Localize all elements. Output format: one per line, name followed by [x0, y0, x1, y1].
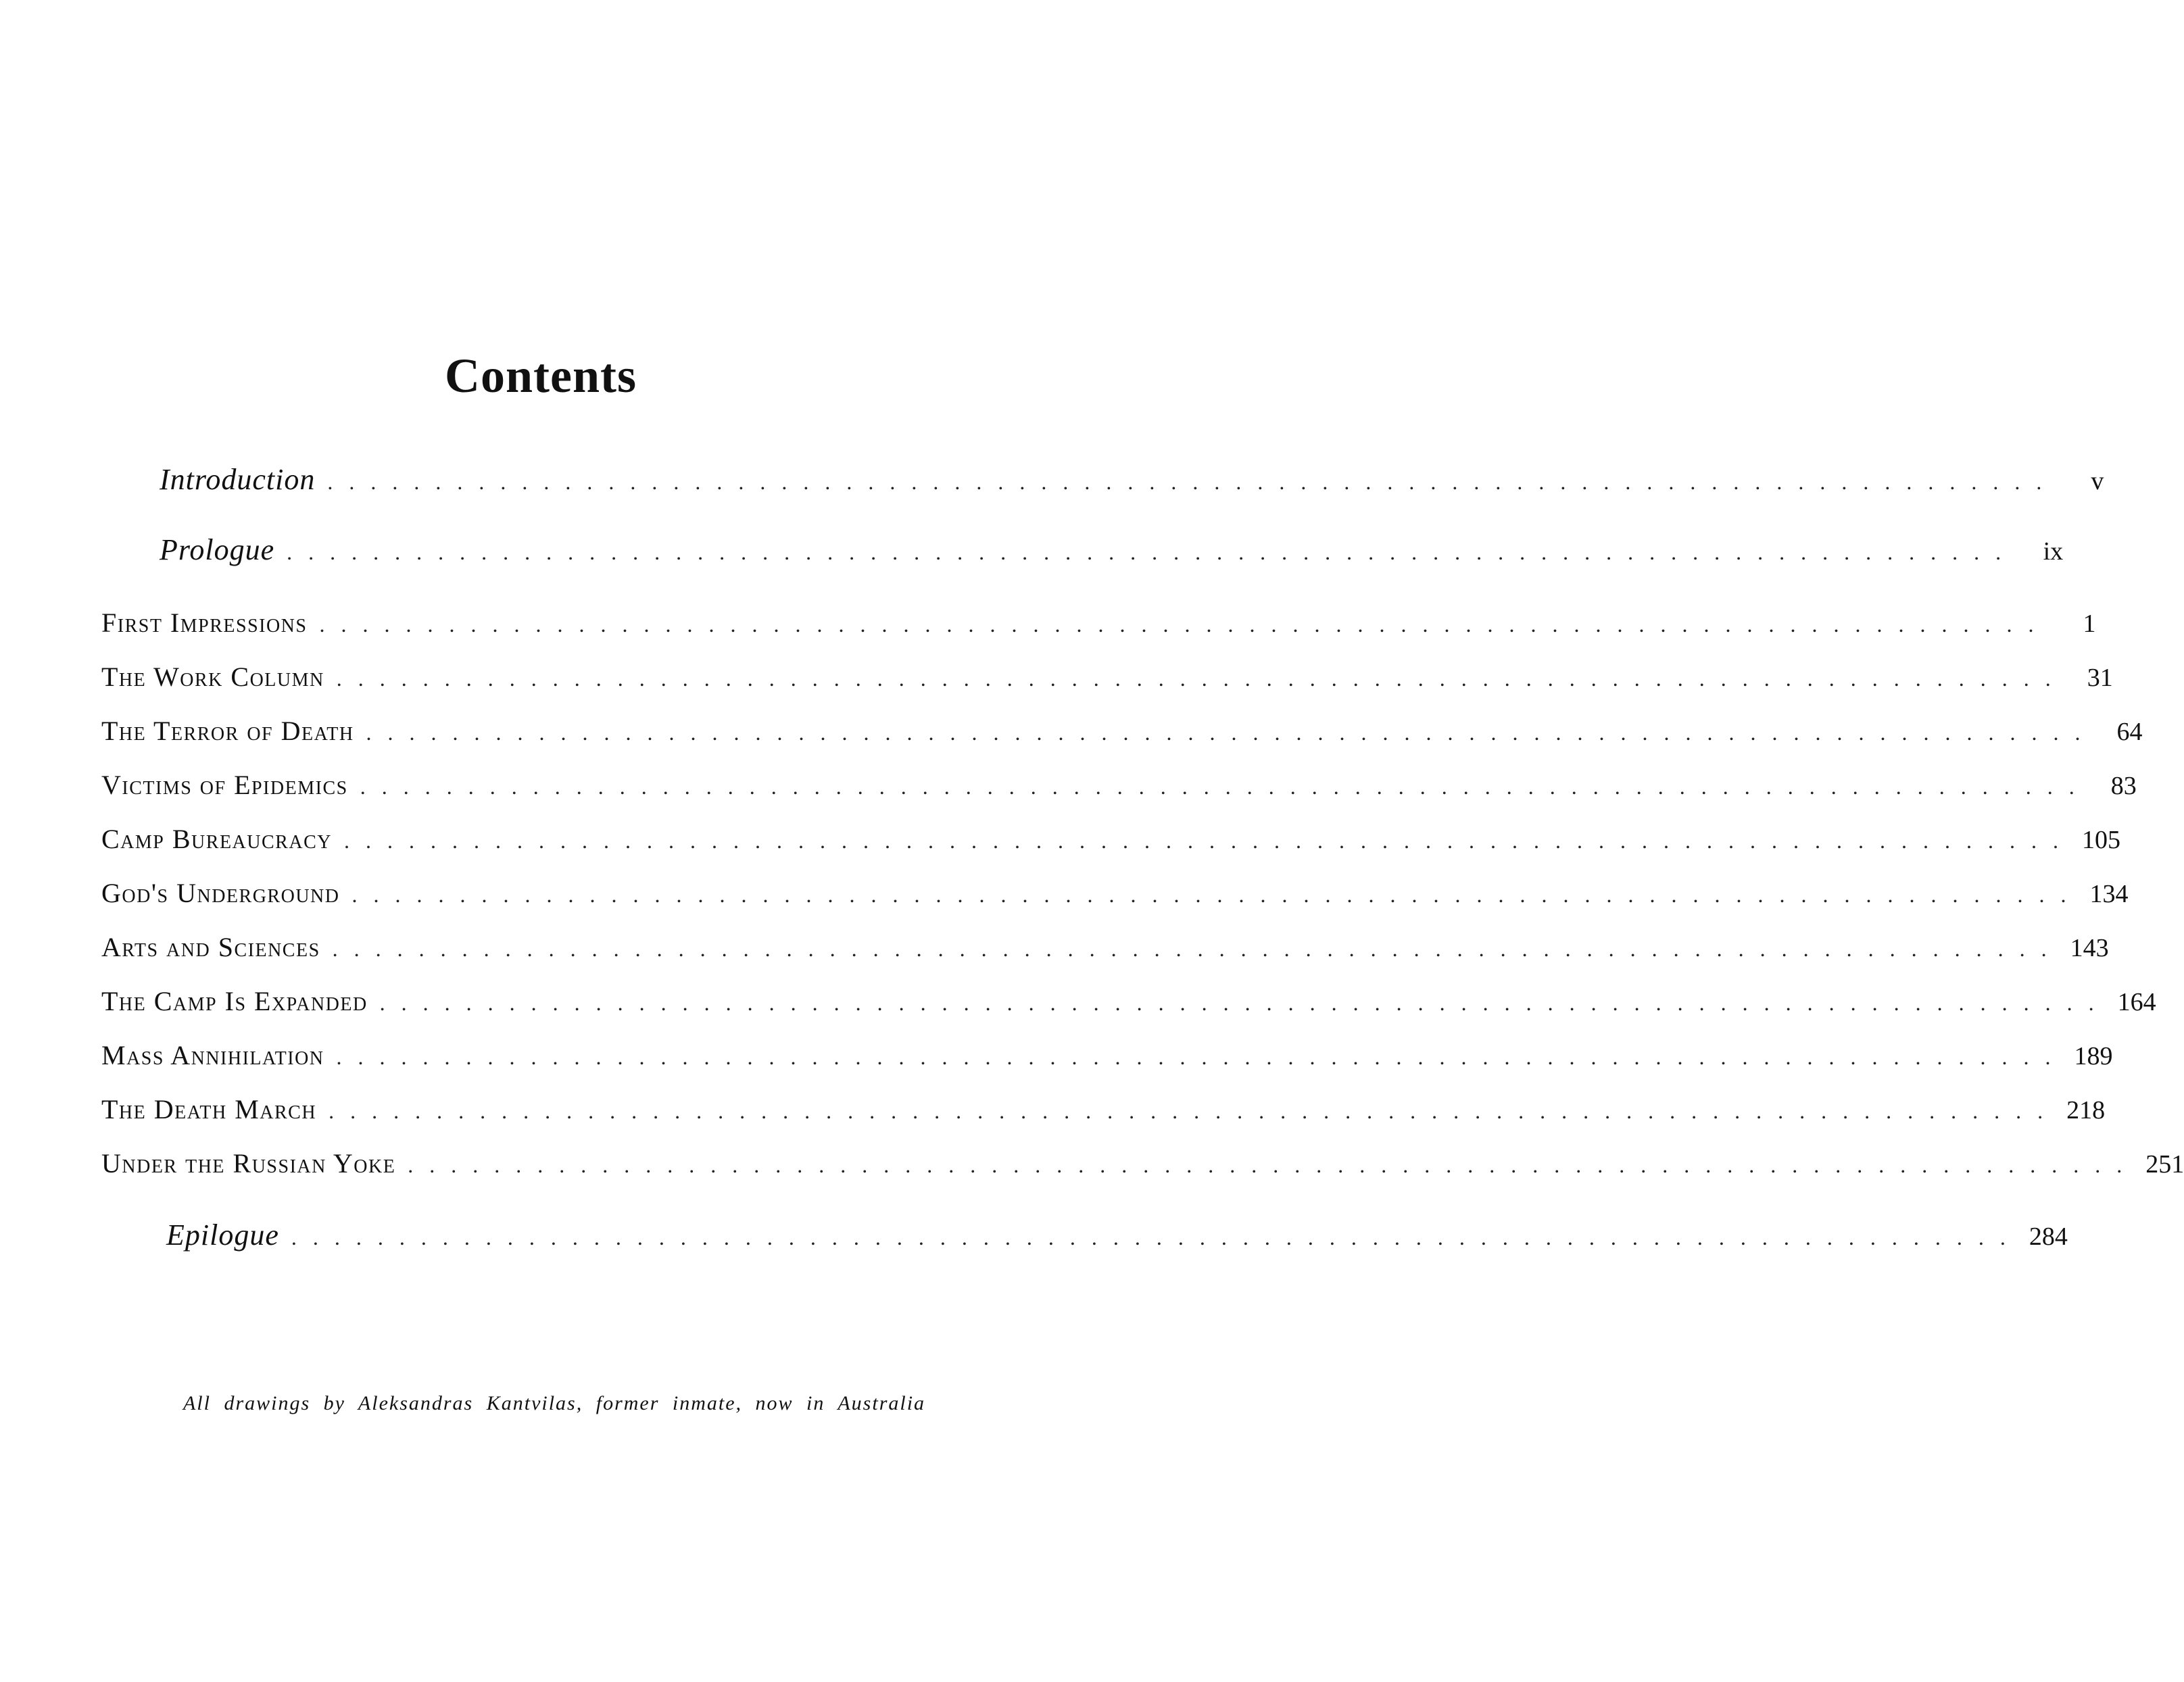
dot-leader: . . . . . . . . . . . . . . . . . . . . . . . . . . . . . . . . . . . . . . . . . . . . . . . . . . . . . . . . . . . . . . . . . . . . . . . . . . . . . . . . — [336, 1045, 2056, 1069]
toc-entry-epilogue — [166, 1218, 2068, 1252]
dot-leader: . . . . . . . . . . . . . . . . . . . . . . . . . . . . . . . . . . . . . . . . . . . . . . . . . . . . . . . . . . . . . . . . . . . . . . . . . . . . . . . . — [366, 720, 2086, 745]
toc-entry-gods-underground — [101, 878, 2129, 908]
toc-entry-arts-and-sciences — [101, 932, 2109, 962]
dot-leader: . . . . . . . . . . . . . . . . . . . . . . . . . . . . . . . . . . . . . . . . . . . . . . . . . . . . . . . . . . . . . . . . . . . . . . . . . . . . . . . . — [360, 774, 2080, 799]
page-title: Contents — [444, 349, 637, 403]
toc-entry-mass-annihilation — [101, 1040, 2113, 1070]
toc-entry-page: 134 — [2089, 880, 2129, 908]
dot-leader: . . . . . . . . . . . . . . . . . . . . . . . . . . . . . . . . . . . . . . . . . . . . . . . . . . . . . . . . . . . . . . . . . . . . . . . . . . . . . . . . — [287, 540, 2007, 564]
dot-leader: . . . . . . . . . . . . . . . . . . . . . . . . . . . . . . . . . . . . . . . . . . . . . . . . . . . . . . . . . . . . . . . . . . . . . . . . . . . . . . . . — [291, 1225, 2011, 1250]
toc-entry-label: Prologue — [160, 533, 275, 566]
toc-entry-label: The Terror of Death — [101, 716, 354, 746]
toc-entry-label: Victims of Epidemics — [101, 770, 348, 800]
toc-entry-label: Introduction — [160, 463, 316, 496]
toc-entry-the-terror-of-death — [101, 716, 2143, 746]
toc-entry-the-camp-is-expanded — [101, 986, 2156, 1016]
dot-leader: . . . . . . . . . . . . . . . . . . . . . . . . . . . . . . . . . . . . . . . . . . . . . . . . . . . . . . . . . . . . . . . . . . . . . . . . . . . . . . . . — [343, 828, 2064, 853]
toc-entry-label: First Impressions — [101, 608, 308, 638]
dot-leader: . . . . . . . . . . . . . . . . . . . . . . . . . . . . . . . . . . . . . . . . . . . . . . . . . . . . . . . . . . . . . . . . . . . . . . . . . . . . . . . . — [351, 883, 2072, 907]
toc-entry-page: 64 — [2116, 718, 2143, 746]
toc-entry-page: 164 — [2117, 988, 2156, 1016]
toc-entry-page: 83 — [2110, 772, 2137, 800]
toc-entry-label: Epilogue — [166, 1218, 279, 1252]
toc-entry-page: 31 — [2087, 664, 2113, 692]
toc-entry-page: ix — [2043, 537, 2064, 566]
dot-leader: . . . . . . . . . . . . . . . . . . . . . . . . . . . . . . . . . . . . . . . . . . . . . . . . . . . . . . . . . . . . . . . . . . . . . . . . . . . . . . . . — [379, 991, 2100, 1015]
toc-entry-label: Mass Annihilation — [101, 1040, 324, 1070]
dot-leader: . . . . . . . . . . . . . . . . . . . . . . . . . . . . . . . . . . . . . . . . . . . . . . . . . . . . . . . . . . . . . . . . . . . . . . . . . . . . . . . . — [332, 937, 2052, 961]
dot-leader: . . . . . . . . . . . . . . . . . . . . . . . . . . . . . . . . . . . . . . . . . . . . . . . . . . . . . . . . . . . . . . . . . . . . . . . . . . . . . . . . — [319, 612, 2039, 637]
toc-entry-page: 218 — [2066, 1096, 2106, 1124]
toc-entry-label: Arts and Sciences — [101, 932, 320, 962]
dot-leader: . . . . . . . . . . . . . . . . . . . . . . . . . . . . . . . . . . . . . . . . . . . . . . . . . . . . . . . . . . . . . . . . . . . . . . . . . . . . . . . . — [408, 1153, 2128, 1177]
toc-entry-the-work-column — [101, 662, 2113, 692]
toc-entry-introduction — [160, 463, 2104, 496]
toc-entry-page: 189 — [2074, 1042, 2113, 1070]
toc-entry-first-impressions — [101, 608, 2096, 638]
illustration-credit: All drawings by Aleksandras Kantvilas, former inmate, now in Australia — [183, 1392, 926, 1414]
toc-entry-page: 251 — [2145, 1150, 2184, 1179]
toc-entry-camp-bureaucracy — [101, 824, 2120, 854]
toc-entry-page: 1 — [2083, 610, 2096, 638]
toc-entry-label: Under the Russian Yoke — [101, 1148, 396, 1179]
dot-leader: . . . . . . . . . . . . . . . . . . . . . . . . . . . . . . . . . . . . . . . . . . . . . . . . . . . . . . . . . . . . . . . . . . . . . . . . . . . . . . . . — [329, 1099, 2049, 1123]
toc-entry-the-death-march — [101, 1094, 2106, 1124]
toc-entry-label: The Death March — [101, 1094, 317, 1124]
dot-leader: . . . . . . . . . . . . . . . . . . . . . . . . . . . . . . . . . . . . . . . . . . . . . . . . . . . . . . . . . . . . . . . . . . . . . . . . . . . . . . . . — [336, 666, 2056, 691]
toc-entry-victims-of-epidemics — [101, 770, 2137, 800]
toc-entry-label: God's Underground — [101, 878, 340, 908]
toc-entry-page: 284 — [2029, 1222, 2068, 1251]
toc-entry-page: 143 — [2070, 934, 2109, 962]
toc-entry-label: Camp Bureaucracy — [101, 824, 332, 854]
toc-entry-label: The Camp Is Expanded — [101, 986, 368, 1016]
toc-entry-under-the-russian-yoke — [101, 1148, 2184, 1179]
toc-entry-page: v — [2091, 467, 2104, 495]
toc-entry-prologue — [160, 533, 2064, 566]
toc-entry-label: The Work Column — [101, 662, 324, 692]
toc-entry-page: 105 — [2081, 826, 2120, 854]
dot-leader: . . . . . . . . . . . . . . . . . . . . . . . . . . . . . . . . . . . . . . . . . . . . . . . . . . . . . . . . . . . . . . . . . . . . . . . . . . . . . . . . — [327, 470, 2047, 494]
